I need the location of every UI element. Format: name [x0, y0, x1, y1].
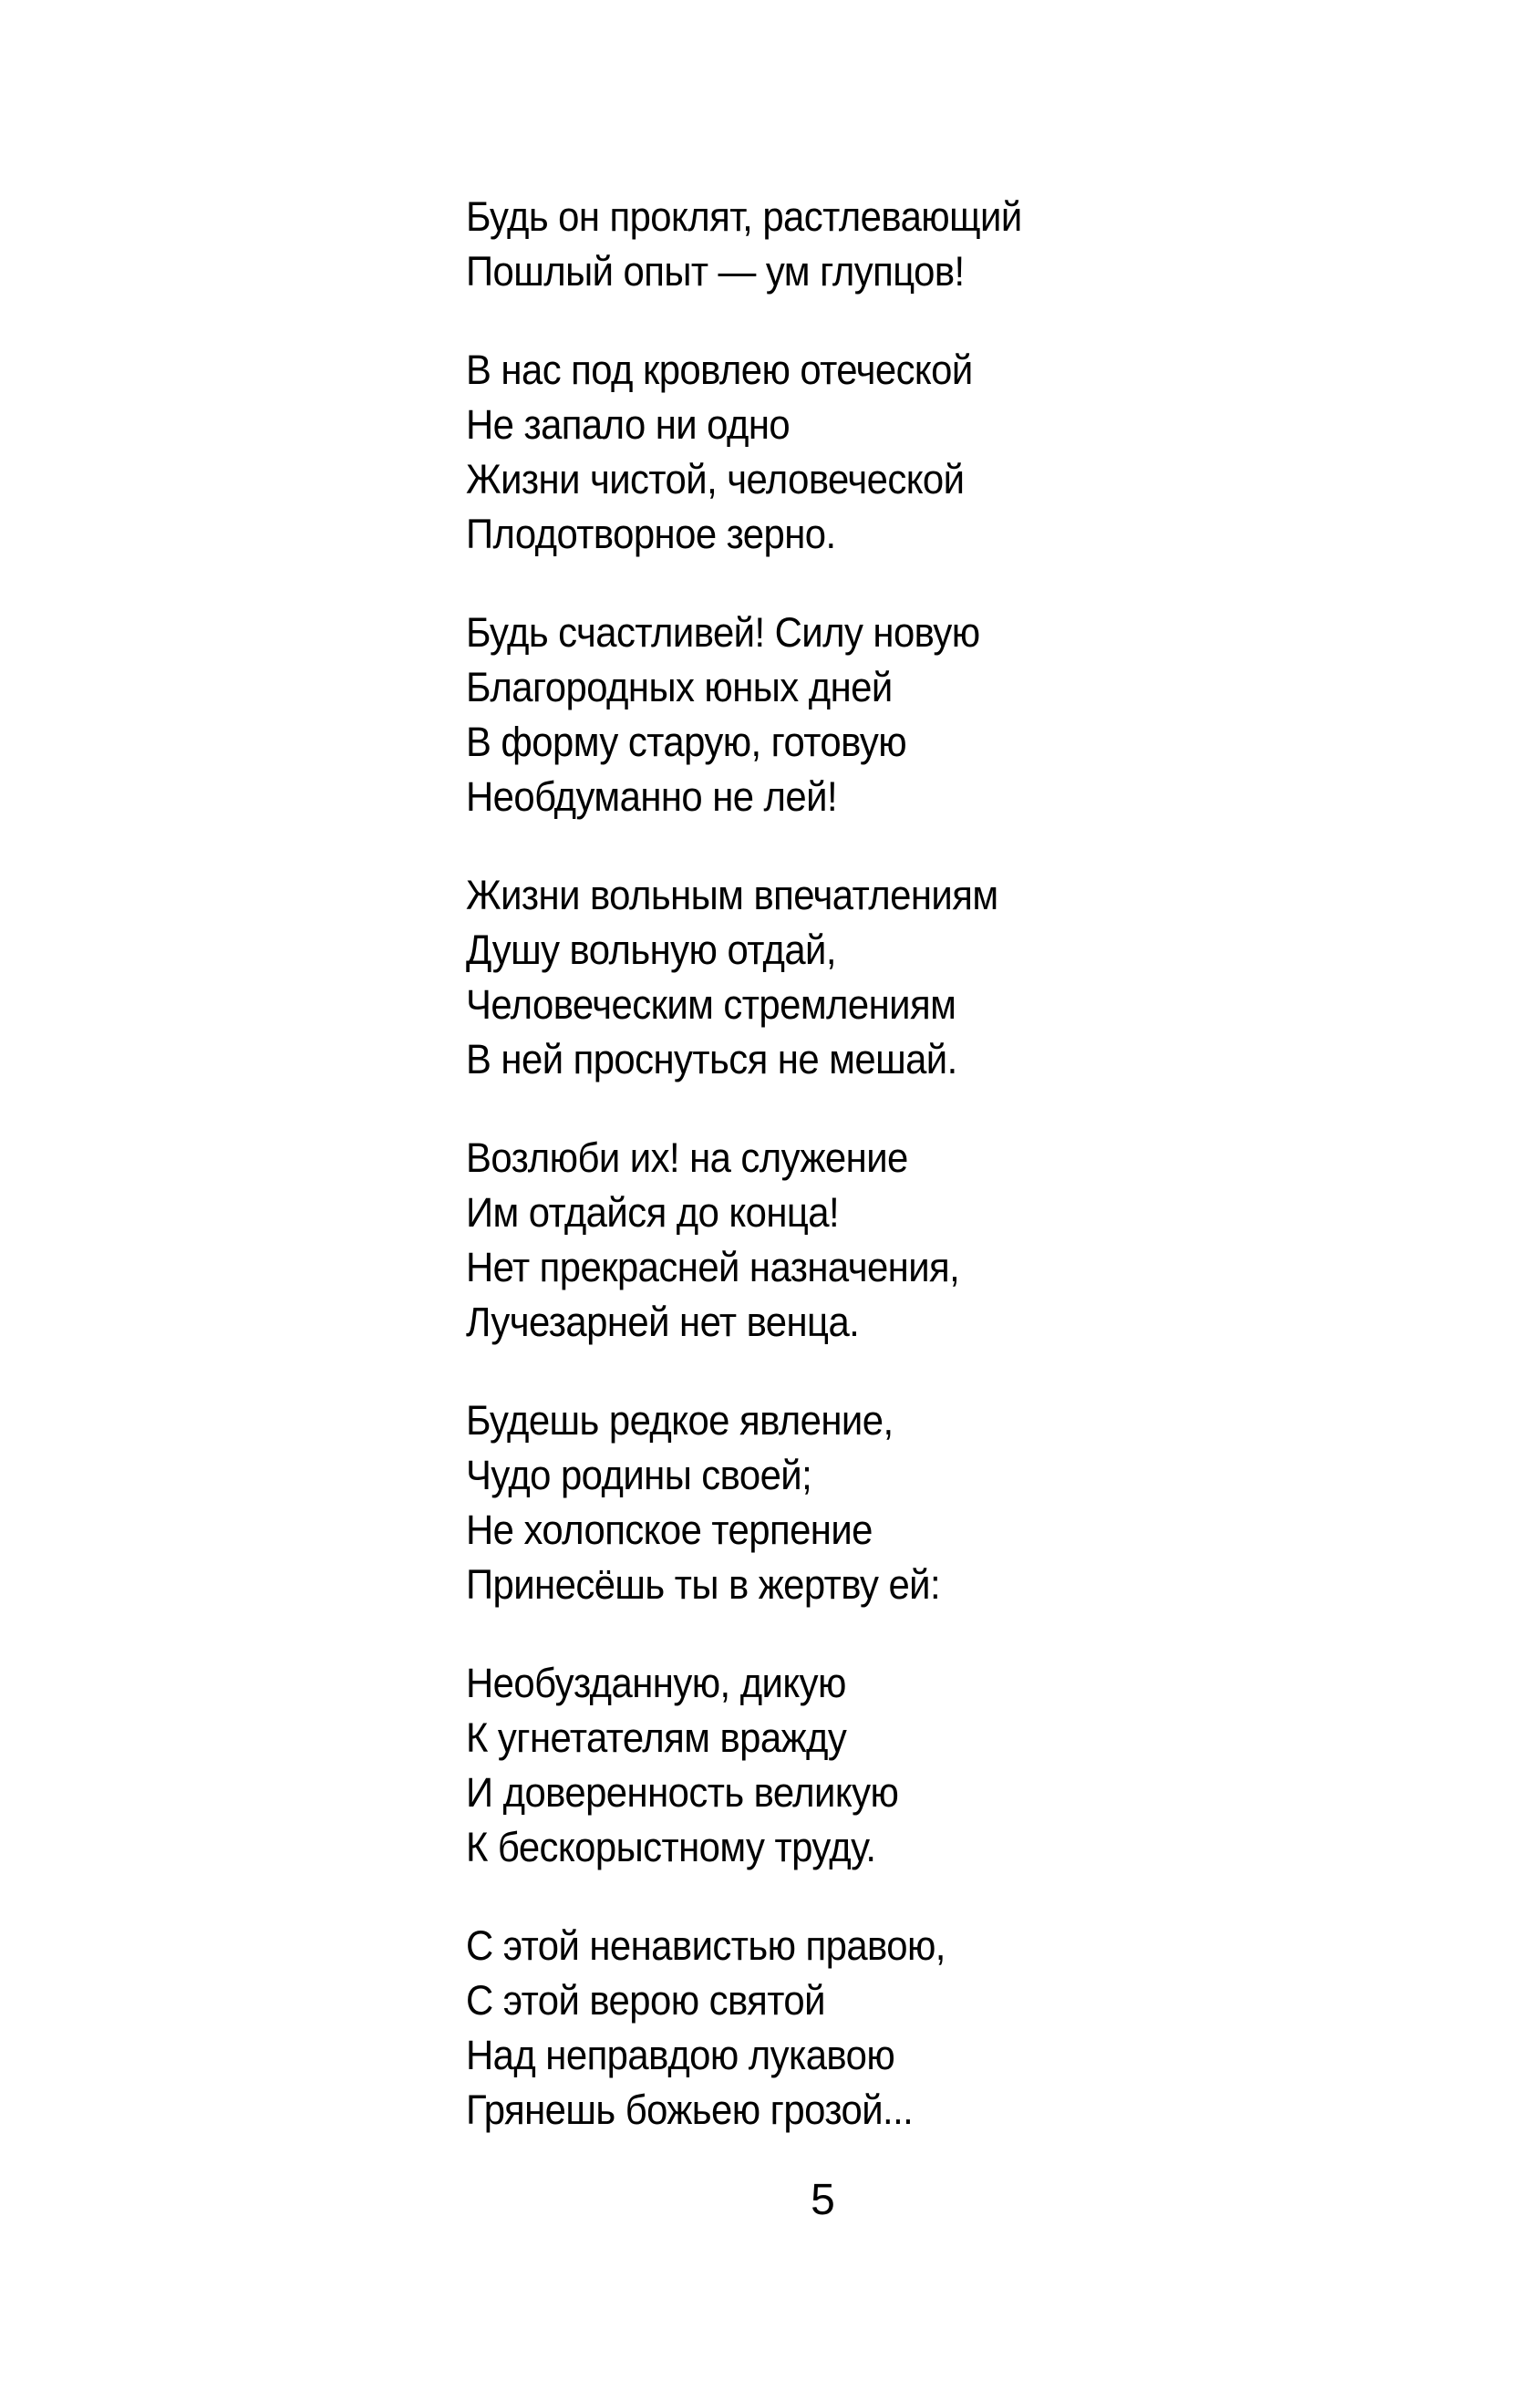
poem-line: Нет прекрасней назначения,: [466, 1244, 960, 1290]
poem-line: В форму старую, готовую: [466, 719, 907, 765]
stanza-2: [466, 343, 1195, 562]
poem-line: Им отдайся до конца!: [466, 1189, 840, 1236]
poem-line: Принесёшь ты в жертву ей:: [466, 1561, 941, 1608]
poem-line: К угнетателям вражду: [466, 1714, 847, 1761]
poem-line: Будь он проклят, растлевающий: [466, 193, 1022, 240]
stanza-7: [466, 1656, 1195, 1875]
poem-line: Пошлый опыт — ум глупцов!: [466, 248, 965, 295]
stanza-3: [466, 606, 1195, 824]
poem-line: Чудо родины своей;: [466, 1452, 812, 1498]
poem-line: В ней проснуться не мешай.: [466, 1036, 957, 1082]
poem-line: Не холопское терпение: [466, 1507, 873, 1553]
poem-line: Будь счастливей! Силу новую: [466, 609, 980, 656]
stanza-1: [466, 190, 1195, 299]
poem-line: Над неправдою лукавою: [466, 2032, 895, 2078]
poem-line: Лучезарней нет венца.: [466, 1299, 860, 1345]
poem-line: В нас под кровлею отеческой: [466, 347, 973, 393]
poem-line: Будешь редкое явление,: [466, 1397, 894, 1444]
poem-line: Необдуманно не лей!: [466, 773, 838, 820]
poem-line: С этой верою святой: [466, 1977, 825, 2024]
poem-line: С этой ненавистью правою,: [466, 1922, 946, 1969]
poem-line: Благородных юных дней: [466, 664, 893, 710]
poem-line: И доверенность великую: [466, 1769, 899, 1816]
poem-line: Возлюби их! на служение: [466, 1134, 908, 1181]
poem-line: Человеческим стремлениям: [466, 981, 956, 1028]
stanza-4: [466, 868, 1195, 1087]
poem-line: Душу вольную отдай,: [466, 927, 836, 973]
poem-line: Жизни вольным впечатлениям: [466, 872, 998, 918]
stanza-6: [466, 1393, 1195, 1612]
poem-line: Необузданную, дикую: [466, 1660, 846, 1706]
poem-line: Не запало ни одно: [466, 401, 791, 448]
poem-body: [466, 190, 1195, 2181]
poem-line: Грянешь божьею грозой...: [466, 2087, 914, 2133]
stanza-5: [466, 1131, 1195, 1350]
poem-line: Жизни чистой, человеческой: [466, 456, 965, 502]
poem-line: Плодотворное зерно.: [466, 511, 836, 557]
page-number: 5: [811, 2176, 835, 2224]
poem-line: К бескорыстному труду.: [466, 1824, 876, 1870]
stanza-8: [466, 1919, 1195, 2138]
